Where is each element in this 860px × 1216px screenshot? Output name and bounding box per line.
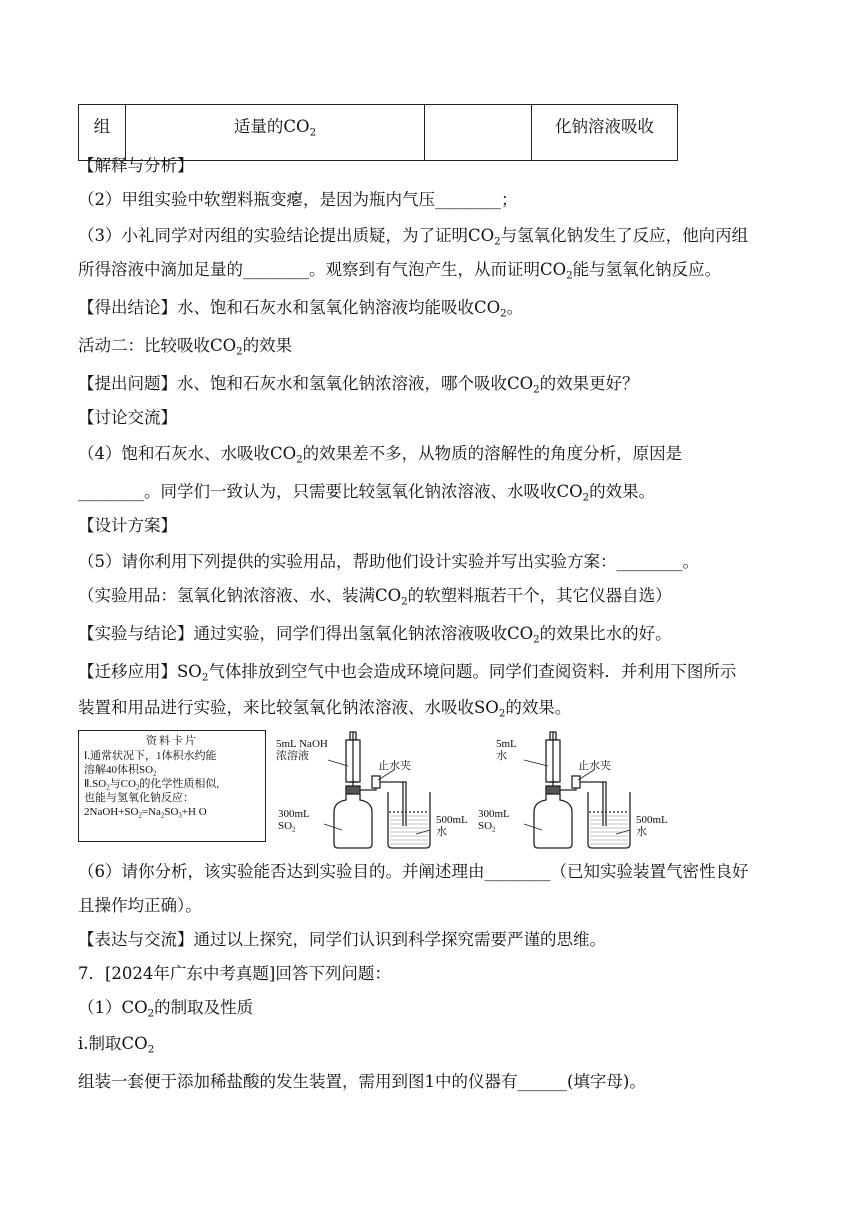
clip-label: 止水夹	[378, 760, 411, 772]
beaker-label: 500mL 水	[636, 814, 668, 838]
activity-2-title: 活动二：比较吸收$CO_2$的效果	[78, 336, 293, 358]
info-card-line: 溶解40体积$SO_2$	[84, 764, 157, 778]
info-card-line: $Ⅱ.SO_2$与$CO_2$的化学性质相似,	[84, 778, 220, 792]
bottle-label: 300mL $SO_2$	[478, 808, 510, 834]
clip-label: 止水夹	[578, 760, 611, 772]
table-cell-empty	[425, 105, 532, 161]
question-7-part1: $(1)CO_2$的制取及性质	[78, 998, 254, 1020]
conclusion-line: 【得出结论】水、饱和石灰水和氢氧化钠溶液均能吸收$CO_2$。	[78, 298, 524, 320]
raise-question: 【提出问题】水、饱和石灰水和氢氧化钠浓溶液，哪个吸收$CO_2$的效果更好？	[78, 374, 639, 396]
table-cell-absorb: 化钠溶液吸收	[532, 105, 678, 161]
materials-line: （实验用品：氢氧化钠浓溶液、水、装满$CO_2$的软塑料瓶若干个，其它仪器自选）	[78, 586, 672, 608]
heading-discussion: 【讨论交流】	[78, 408, 177, 427]
heading-design: 【设计方案】	[78, 516, 177, 535]
question-6-line1: （6）请你分析，该实验能否达到实验目的。并阐述理由________（已知实验装置气密性良好	[78, 862, 749, 881]
table-cell-co2: 适量的$CO_2$	[126, 105, 425, 161]
transfer-line1: 【迁移应用】$SO_2$气体排放到空气中也会造成环境问题。同学们查阅资料．并利用下图所示	[78, 662, 737, 684]
apparatus-water	[478, 730, 706, 850]
question-7-subpart-i: ⅰ.制取$CO_2$	[78, 1034, 155, 1056]
question-4-line1: （4）饱和石灰水、水吸收$CO_2$的效果差不多，从物质的溶解性的角度分析，原因是	[78, 444, 683, 466]
syringe-label: 5mL NaOH 浓溶液	[276, 738, 328, 762]
heading-explain: 【解释与分析】	[78, 156, 194, 175]
question-3-line2: 所得溶液中滴加足量的________。观察到有气泡产生，从而证明$CO_2$能与氢氧化钠反应。	[78, 260, 722, 282]
question-3-line1: （3）小礼同学对丙组的实验结论提出质疑，为了证明$CO_2$与氢氧化钠发生了反应，他向丙组	[78, 226, 749, 248]
beaker-label: 500mL 水	[436, 814, 468, 838]
experiment-conclusion: 【实验与结论】通过实验，同学们得出氢氧化钠浓溶液吸收$CO_2$的效果比水的好。	[78, 624, 672, 646]
syringe-label: 5mL 水	[496, 738, 517, 762]
info-card-equation: $2NaOH+SO_2=Na_2SO_3+H$ O	[84, 806, 207, 820]
question-6-line2: 且操作均正确）。	[78, 896, 202, 915]
apparatus-water-drawing	[496, 730, 706, 850]
experiment-figure	[78, 730, 688, 850]
bottle-label: 300mL $SO_2$	[278, 808, 310, 834]
question-5: （5）请你利用下列提供的实验用品，帮助他们设计实验并写出实验方案：________。	[78, 552, 699, 571]
question-2: （2）甲组实验中软塑料瓶变瘪，是因为瓶内气压________；	[78, 190, 518, 209]
experiment-table	[78, 104, 678, 161]
transfer-line2: 装置和用品进行实验，来比较氢氧化钠浓溶液、水吸收$SO_2$的效果。	[78, 698, 572, 720]
question-7-instruction: 组装一套便于添加稀盐酸的发生装置，需用到图1中的仪器有______(填字母)。	[78, 1072, 646, 1091]
info-card-line: 也能与氢氧化钠反应：	[84, 792, 194, 804]
apparatus-naoh	[276, 730, 486, 850]
table-row	[79, 105, 678, 161]
info-card	[78, 730, 266, 842]
question-4-line2: ________。同学们一致认为，只需要比较氢氧化钠浓溶液、水吸收$CO_2$的效果。	[78, 482, 656, 504]
expression-line: 【表达与交流】通过以上探究，同学们认识到科学探究需要严谨的思维。	[78, 930, 606, 949]
question-7-title: 7．[2024年广东中考真题]回答下列问题：	[78, 964, 391, 983]
info-card-line: Ⅰ.通常状况下，1体积水约能	[84, 750, 217, 762]
info-card-title: 资料卡片	[146, 735, 198, 747]
table-cell-group: 组	[79, 105, 126, 161]
